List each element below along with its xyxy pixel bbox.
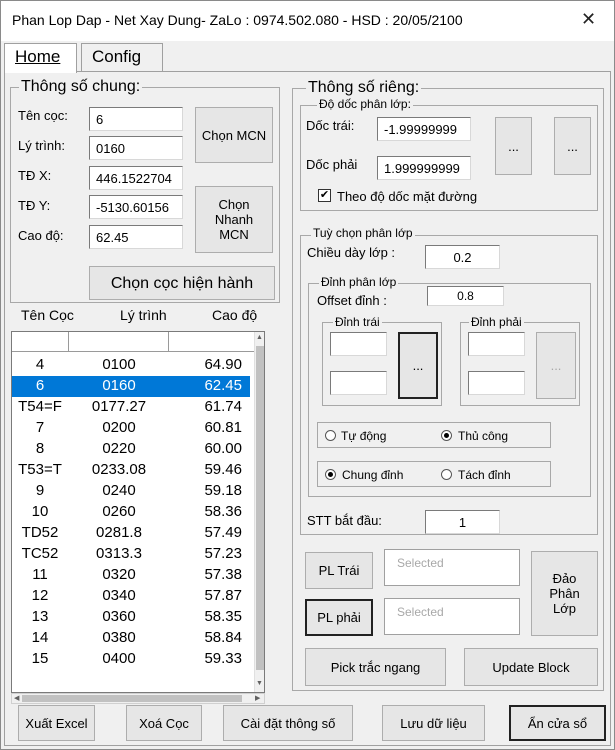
row-ly-trinh: 0380: [102, 629, 136, 646]
row-cao-do: 60.81: [204, 419, 242, 436]
table-row[interactable]: [12, 355, 250, 376]
label-td-x: TĐ X:: [18, 168, 52, 183]
pl-trai-button[interactable]: PL Trái: [305, 552, 373, 589]
ly-trinh-field[interactable]: 0160: [89, 136, 183, 160]
row-ten-coc: TC52: [21, 545, 59, 562]
row-ly-trinh: 0400: [102, 650, 136, 667]
row-cao-do: 59.46: [204, 461, 242, 478]
td-y-field[interactable]: -5130.60156: [89, 195, 183, 219]
row-cao-do: 60.00: [204, 440, 242, 457]
tab-home[interactable]: Home: [4, 43, 77, 73]
peak-right-field-2[interactable]: [468, 371, 525, 395]
cao-do-field[interactable]: 62.45: [89, 225, 183, 249]
label-doc-phai: Dốc phải: [306, 157, 358, 172]
peak-group-title: Đỉnh phân lớp: [321, 275, 397, 289]
col-header-cao-do: Cao độ: [212, 307, 258, 323]
pl-phai-button[interactable]: PL phải: [305, 599, 373, 636]
label-doc-trai: Dốc trái:: [306, 118, 355, 133]
title-bar: [1, 1, 614, 41]
radio-separate-peak[interactable]: [441, 469, 452, 480]
label-offset: Offset đỉnh :: [317, 293, 387, 308]
list-divider: [68, 332, 69, 352]
radio-manual-label: Thủ công: [458, 429, 509, 443]
row-ten-coc: 11: [32, 566, 48, 583]
hscroll-thumb[interactable]: [22, 695, 242, 702]
road-slope-label: Theo độ dốc mặt đường: [337, 189, 478, 204]
row-ly-trinh: 0220: [102, 440, 136, 457]
row-cao-do: 59.18: [204, 482, 242, 499]
row-ten-coc: 10: [31, 503, 49, 520]
dao-phan-lop-button[interactable]: Đảo Phân Lớp: [531, 551, 598, 636]
label-cao-do: Cao độ:: [18, 228, 64, 243]
horizontal-scrollbar[interactable]: [11, 693, 265, 704]
row-ly-trinh: 0313.3: [96, 545, 142, 562]
row-cao-do: 62.45: [204, 377, 242, 394]
peak-left-field-1[interactable]: [330, 332, 387, 356]
row-ten-coc: 15: [31, 650, 49, 667]
table-row[interactable]: [12, 418, 250, 439]
scroll-down-icon[interactable]: ▼: [256, 680, 263, 687]
table-row[interactable]: [12, 544, 250, 565]
col-header-ly-trinh: Lý trình: [120, 307, 167, 323]
row-ly-trinh: 0100: [102, 356, 136, 373]
table-row[interactable]: [12, 397, 250, 418]
row-ten-coc: TD52: [21, 524, 59, 541]
row-ly-trinh: 0240: [102, 482, 136, 499]
tab-config[interactable]: Config: [81, 43, 163, 71]
slope-group-title: Độ dốc phân lớp:: [319, 97, 411, 111]
row-ten-coc: 14: [31, 629, 49, 646]
td-x-field[interactable]: 446.1522704: [89, 166, 183, 190]
label-ly-trinh: Lý trình:: [18, 138, 65, 153]
radio-common-peak[interactable]: [325, 469, 336, 480]
table-row[interactable]: [12, 439, 250, 460]
table-row[interactable]: [12, 607, 250, 628]
peak-left-title: Đỉnh trái: [335, 315, 380, 329]
radio-auto[interactable]: [325, 430, 336, 441]
row-ten-coc: 13: [31, 608, 49, 625]
row-ly-trinh: 0340: [102, 587, 136, 604]
scroll-left-icon[interactable]: ◀: [14, 695, 20, 702]
scroll-right-icon[interactable]: ▶: [255, 695, 261, 702]
peak-left-field-2[interactable]: [330, 371, 387, 395]
label-chieu-day: Chiều dày lớp :: [307, 245, 396, 260]
window-title: Phan Lop Dap - Net Xay Dung- ZaLo : 0974.502.080 - HSD : 20/05/2100: [12, 12, 463, 28]
ten-coc-field[interactable]: 6: [89, 107, 183, 131]
chieu-day-field[interactable]: 0.2: [425, 245, 500, 269]
row-cao-do: 58.35: [204, 608, 242, 625]
row-cao-do: 57.87: [204, 587, 242, 604]
xoa-coc-button[interactable]: Xoá Cọc: [126, 705, 202, 741]
luu-du-lieu-button[interactable]: Lưu dữ liệu: [382, 705, 485, 741]
row-ten-coc: 12: [31, 587, 49, 604]
offset-field[interactable]: 0.8: [427, 286, 504, 306]
row-ten-coc: 4: [35, 356, 45, 373]
slope-pick-button-1[interactable]: ...: [495, 117, 532, 175]
pl-trai-selected[interactable]: Selected: [384, 549, 520, 586]
row-cao-do: 57.38: [204, 566, 242, 583]
stt-field[interactable]: 1: [425, 510, 500, 534]
list-divider: [168, 332, 169, 352]
row-ly-trinh: 0233.08: [91, 461, 147, 478]
peak-right-pick-button[interactable]: ...: [536, 332, 576, 399]
label-stt: STT bắt đầu:: [307, 513, 382, 528]
cai-dat-thong-so-button[interactable]: Cài đặt thông số: [223, 705, 353, 741]
pl-phai-selected[interactable]: Selected: [384, 598, 520, 635]
row-cao-do: 58.36: [204, 503, 242, 520]
row-ten-coc: T53=T: [18, 461, 62, 478]
layer-options-title: Tuỳ chọn phân lớp: [313, 226, 413, 240]
label-ten-coc: Tên cọc:: [18, 108, 68, 123]
update-block-button[interactable]: Update Block: [464, 648, 598, 686]
doc-phai-field[interactable]: 1.999999999: [377, 156, 471, 180]
table-row[interactable]: [12, 460, 250, 481]
coc-list[interactable]: [11, 331, 265, 693]
row-ly-trinh: 0160: [102, 377, 136, 394]
row-cao-do: 57.23: [204, 545, 242, 562]
row-ten-coc: 8: [35, 440, 45, 457]
table-row[interactable]: [12, 628, 250, 649]
row-cao-do: 58.84: [204, 629, 242, 646]
chon-coc-hien-hanh-button[interactable]: Chọn cọc hiện hành: [89, 266, 275, 300]
row-ten-coc: T54=F: [18, 398, 62, 415]
row-ly-trinh: 0320: [102, 566, 136, 583]
row-ten-coc: 6: [35, 377, 45, 394]
list-scrollbar[interactable]: [254, 332, 265, 692]
general-group-title: Thông số chung:: [21, 78, 141, 95]
row-ly-trinh: 0260: [102, 503, 136, 520]
row-ten-coc: 9: [35, 482, 45, 499]
table-row[interactable]: [12, 649, 250, 670]
row-cao-do: 59.33: [204, 650, 242, 667]
chon-nhanh-mcn-button[interactable]: Chọn Nhanh MCN: [195, 186, 273, 253]
scroll-thumb[interactable]: [256, 346, 264, 670]
row-cao-do: 64.90: [204, 356, 242, 373]
row-ten-coc: 7: [35, 419, 45, 436]
xuat-excel-button[interactable]: Xuất Excel: [18, 705, 95, 741]
row-ly-trinh: 0281.8: [96, 524, 142, 541]
row-cao-do: 57.49: [204, 524, 242, 541]
specific-group-title: Thông số riêng:: [308, 79, 420, 96]
label-td-y: TĐ Y:: [18, 198, 51, 213]
col-header-ten-coc: Tên Cọc: [21, 307, 74, 323]
slope-pick-button-2[interactable]: ...: [554, 117, 591, 175]
radio-separate-peak-label: Tách đỉnh: [458, 468, 511, 482]
an-cua-so-button[interactable]: Ẩn cửa sổ: [509, 705, 606, 741]
row-cao-do: 61.74: [204, 398, 242, 415]
peak-left-pick-button[interactable]: ...: [398, 332, 438, 399]
row-ly-trinh: 0200: [102, 419, 136, 436]
doc-trai-field[interactable]: -1.99999999: [377, 117, 471, 141]
row-ly-trinh: 0177.27: [91, 398, 147, 415]
radio-auto-label: Tự động: [341, 429, 387, 443]
scroll-up-icon[interactable]: ▲: [256, 334, 263, 341]
table-row[interactable]: [12, 586, 250, 607]
close-icon[interactable]: ✕: [581, 9, 597, 29]
table-row[interactable]: [12, 523, 250, 544]
table-row[interactable]: [12, 376, 250, 397]
radio-manual[interactable]: [441, 430, 452, 441]
road-slope-checkbox[interactable]: ✔: [319, 189, 330, 201]
row-ly-trinh: 0360: [102, 608, 136, 625]
peak-right-title: Đỉnh phải: [471, 315, 522, 329]
chon-mcn-button[interactable]: Chọn MCN: [195, 107, 273, 163]
list-header-strip: [12, 332, 254, 352]
table-row[interactable]: [12, 565, 250, 586]
table-row[interactable]: [12, 481, 250, 502]
radio-common-peak-label: Chung đỉnh: [342, 468, 404, 482]
pick-trac-ngang-button[interactable]: Pick trắc ngang: [305, 648, 446, 686]
table-row[interactable]: [12, 502, 250, 523]
peak-right-field-1[interactable]: [468, 332, 525, 356]
